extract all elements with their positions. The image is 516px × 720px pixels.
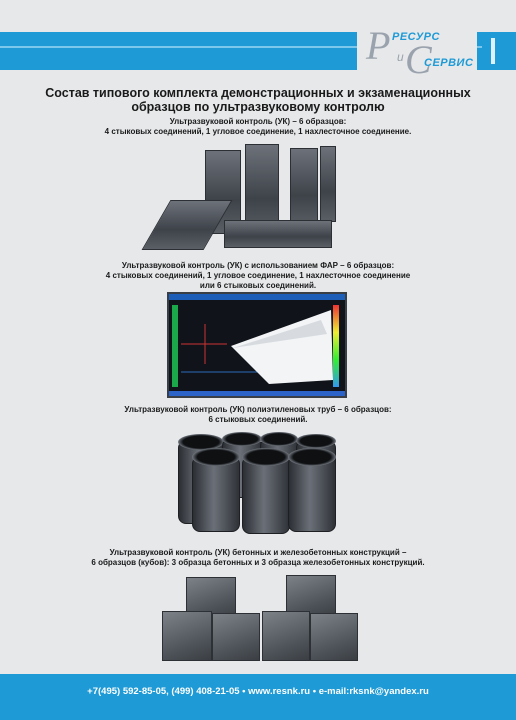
section-2-caption-line-1: Ультразвуковой контроль (УК) с использованием ФАР – 6 образцов: [121,261,395,270]
logo-letter-i: и [397,50,404,64]
section-3-caption-line-1: Ультразвуковой контроль (УК) полиэтиленовых труб – 6 образцов: [124,405,392,414]
section-1-caption-line-1: Ультразвуковой контроль (УК) – 6 образцов: [169,117,347,126]
section-1-photo-welded-plates [150,142,360,254]
section-3-caption-line-2: 6 стыковых соединений. [208,415,308,424]
screen-taskbar [169,391,345,396]
section-4-caption-line-2: 6 образцов (кубов): 3 образца бетонных и 3 образца железобетонных конструкций. [91,558,425,567]
sector-scan-image [169,294,345,396]
section-4-caption-line-1: Ультразвуковой контроль (УК) бетонных и железобетонных конструкций – [109,548,407,557]
footer-contacts [0,674,516,720]
section-2-photo-far-screen [167,292,347,398]
section-4-photo-concrete-cubes [160,575,360,665]
logo-word-servis: СЕРВИС [424,57,474,69]
section-3-photo-pe-pipes [170,430,350,540]
section-2-caption-line-3: или 6 стыковых соединений. [199,281,317,290]
logo-word-resurs: РЕСУРС [392,31,440,43]
section-2-caption-line-2: 4 стыковых соединений, 1 угловое соединение, 1 нахлесточное соединение [105,271,411,280]
section-1-caption-line-2: 4 стыковых соединений, 1 угловое соединение, 1 нахлесточное соединение. [104,127,412,136]
header-corner-tab [482,32,516,70]
footer-contact-text: +7(495) 592-85-05, (499) 408-21-05 • www.resnk.ru • e-mail:rksnk@yandex.ru [87,686,429,697]
tab-mark [491,38,495,64]
page-title: Состав типового комплекта демонстрационных и экзаменационных образцов по ультразвуковому контролю [45,86,471,114]
screen-color-scale [333,305,339,387]
logo-letter-s: С [405,37,432,82]
logo-letter-r: Р [366,23,391,68]
